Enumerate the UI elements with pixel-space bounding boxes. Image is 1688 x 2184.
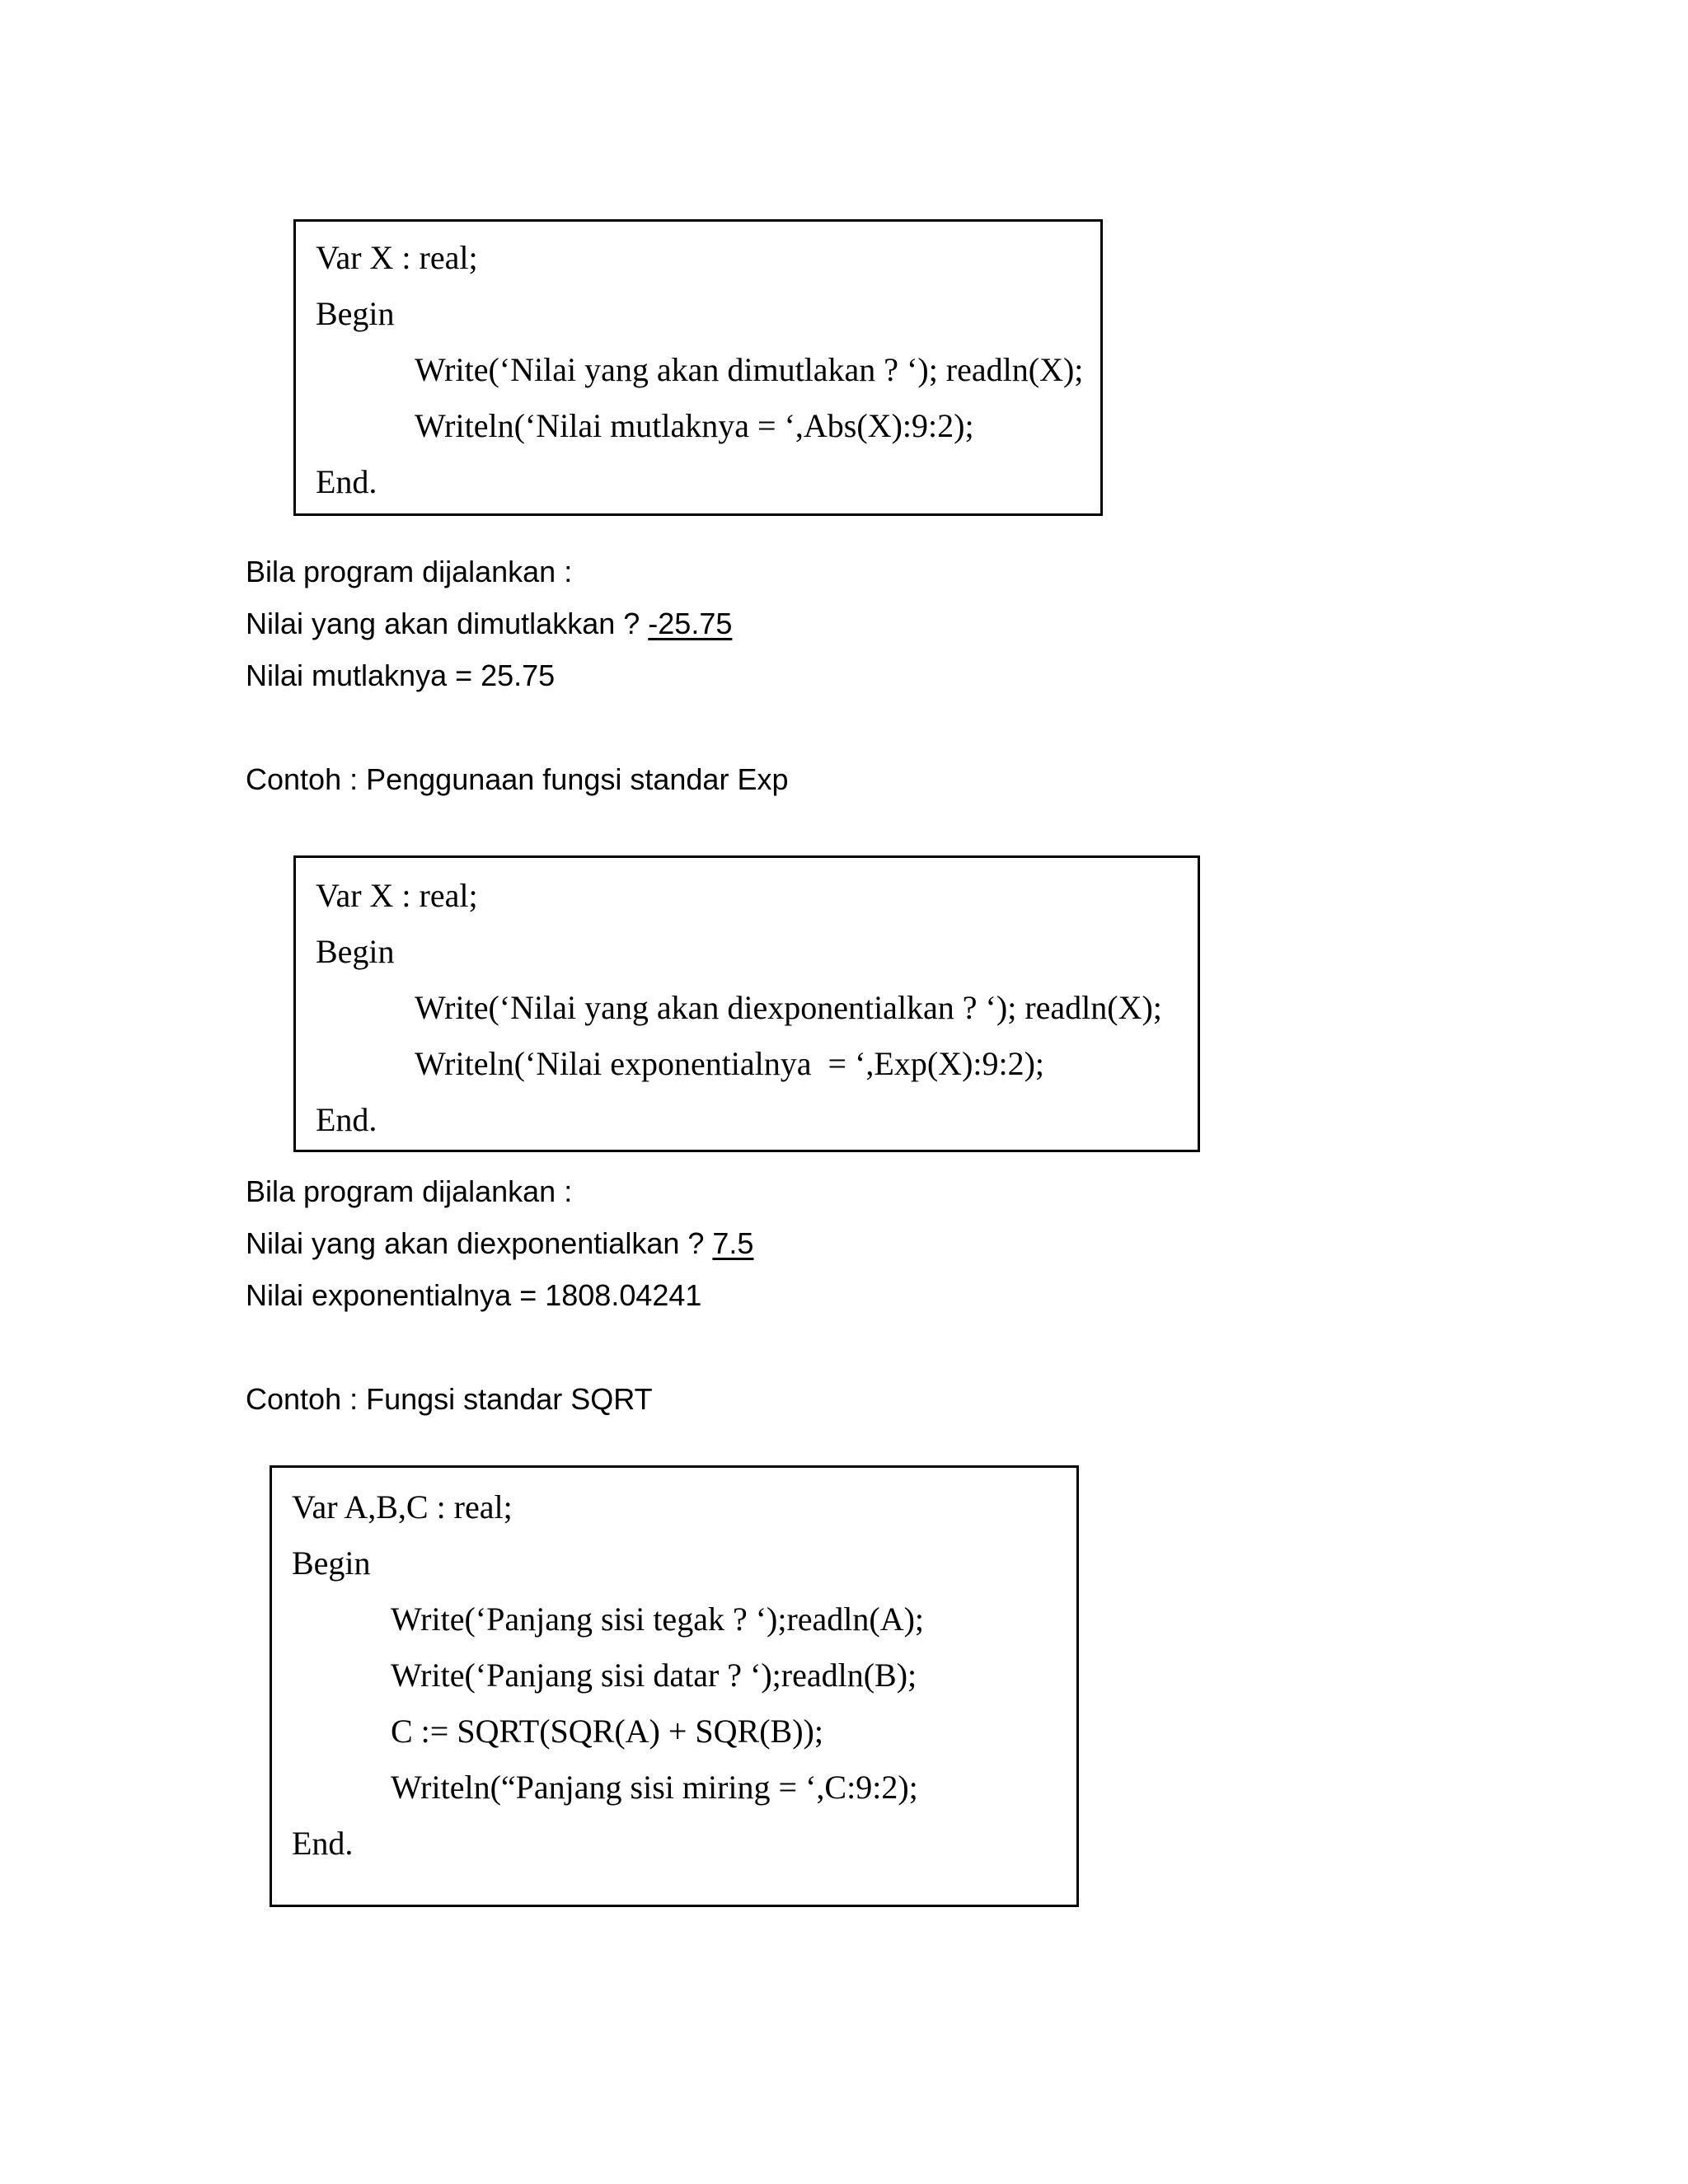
section-heading-sqrt: Contoh : Fungsi standar SQRT [246, 1382, 653, 1416]
result-line: Nilai mutlaknya = 25.75 [246, 658, 556, 692]
prompt-line [246, 1226, 753, 1262]
code-block-abs [293, 219, 1103, 516]
code-line: C := SQRT(SQR(A) + SQR(B)); [391, 1713, 823, 1750]
code-line: Var X : real; [316, 877, 478, 914]
prompt-input-value: -25.75 [648, 607, 733, 640]
code-line: Write(‘Nilai yang akan diexponentialkan ? ‘); readln(X); [415, 989, 1162, 1026]
code-line: End. [292, 1825, 354, 1862]
code-line: Var X : real; [316, 239, 478, 276]
prompt-text: Nilai yang akan dimutlakkan ? [246, 607, 649, 640]
code-line: Writeln(‘Nilai exponentialnya = ‘,Exp(X):9:2); [415, 1045, 1045, 1082]
prompt-line [246, 606, 732, 642]
prompt-text: Nilai yang akan diexponentialkan ? [246, 1226, 713, 1260]
prompt-input-value: 7.5 [712, 1226, 754, 1260]
code-line: Writeln(“Panjang sisi miring = ‘,C:9:2); [391, 1769, 918, 1806]
code-block-exp [293, 855, 1200, 1152]
code-line: Write(‘Nilai yang akan dimutlakan ? ‘); readln(X); [415, 351, 1084, 388]
code-line: Begin [316, 295, 395, 332]
result-line: Nilai exponentialnya = 1808.04241 [246, 1278, 702, 1312]
code-line: Begin [316, 933, 395, 970]
run-label: Bila program dijalankan : [246, 1174, 573, 1208]
code-line: End. [316, 463, 377, 500]
code-line: Begin [292, 1544, 371, 1582]
section-heading-exp: Contoh : Penggunaan fungsi standar Exp [246, 762, 789, 796]
code-line: Writeln(‘Nilai mutlaknya = ‘,Abs(X):9:2); [415, 407, 974, 444]
code-line: End. [316, 1101, 377, 1138]
code-line: Var A,B,C : real; [292, 1488, 513, 1526]
code-block-sqrt [270, 1465, 1079, 1907]
code-line: Write(‘Panjang sisi datar ? ‘);readln(B); [391, 1657, 917, 1694]
code-line: Write(‘Panjang sisi tegak ? ‘);readln(A); [391, 1601, 925, 1638]
run-label: Bila program dijalankan : [246, 555, 573, 588]
